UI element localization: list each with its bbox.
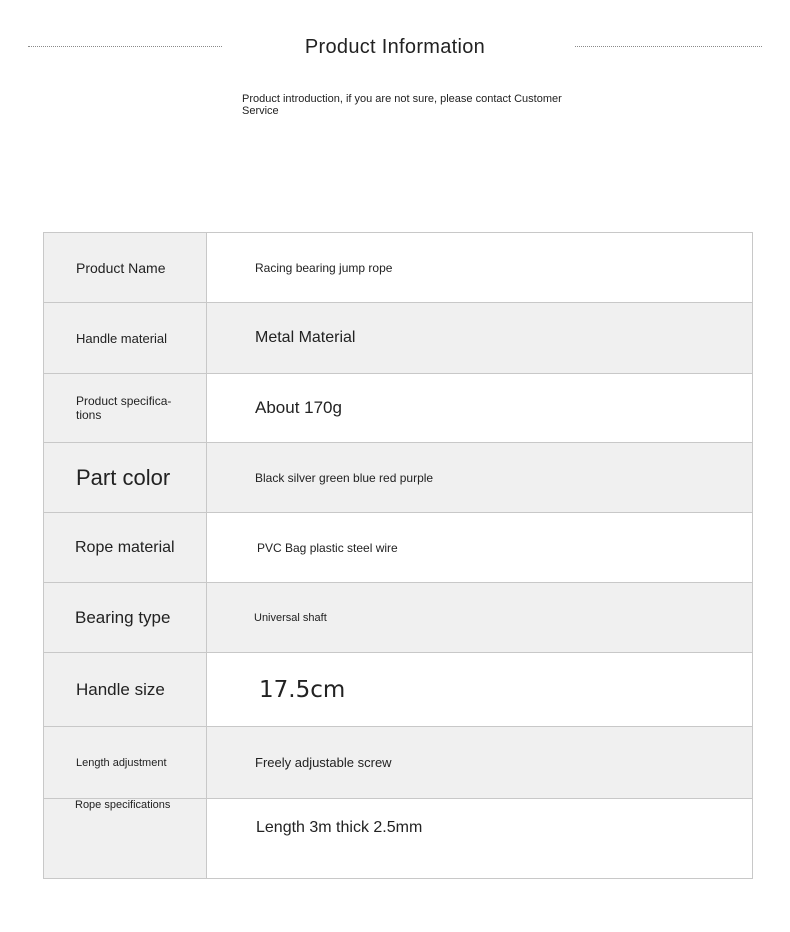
header-divider-right bbox=[575, 46, 762, 47]
spec-label: Handle material bbox=[44, 303, 207, 374]
spec-value: Length 3m thick 2.5mm bbox=[207, 799, 753, 879]
spec-label: Handle size bbox=[44, 653, 207, 727]
spec-value: Freely adjustable screw bbox=[207, 727, 753, 799]
spec-row-rope-material bbox=[44, 513, 753, 583]
page-subtitle: Product introduction, if you are not sure, please contact Customer Service bbox=[242, 93, 562, 117]
spec-table bbox=[43, 232, 753, 879]
spec-label: Product specifica- tions bbox=[44, 374, 207, 443]
spec-value: Metal Material bbox=[207, 303, 753, 374]
spec-value: Universal shaft bbox=[207, 583, 753, 653]
spec-row-part-color bbox=[44, 443, 753, 513]
spec-value: Black silver green blue red purple bbox=[207, 443, 753, 513]
spec-row-rope-specifications bbox=[44, 799, 753, 879]
spec-row-handle-material bbox=[44, 303, 753, 374]
spec-row-handle-size bbox=[44, 653, 753, 727]
spec-label: Part color bbox=[44, 443, 207, 513]
spec-value: PVC Bag plastic steel wire bbox=[207, 513, 753, 583]
spec-label: Length adjustment bbox=[44, 727, 207, 799]
spec-label: Bearing type bbox=[44, 583, 207, 653]
spec-row-product-name bbox=[44, 233, 753, 303]
spec-row-bearing-type bbox=[44, 583, 753, 653]
spec-value: Racing bearing jump rope bbox=[207, 233, 753, 303]
spec-row-product-specifications bbox=[44, 374, 753, 443]
spec-value: 17.5cm bbox=[207, 653, 753, 727]
spec-label: Rope material bbox=[44, 513, 207, 583]
spec-label: Product Name bbox=[44, 233, 207, 303]
spec-label: Rope specifications bbox=[44, 799, 207, 879]
spec-row-length-adjustment bbox=[44, 727, 753, 799]
page-title: Product Information bbox=[304, 36, 486, 58]
spec-value: About 170g bbox=[207, 374, 753, 443]
